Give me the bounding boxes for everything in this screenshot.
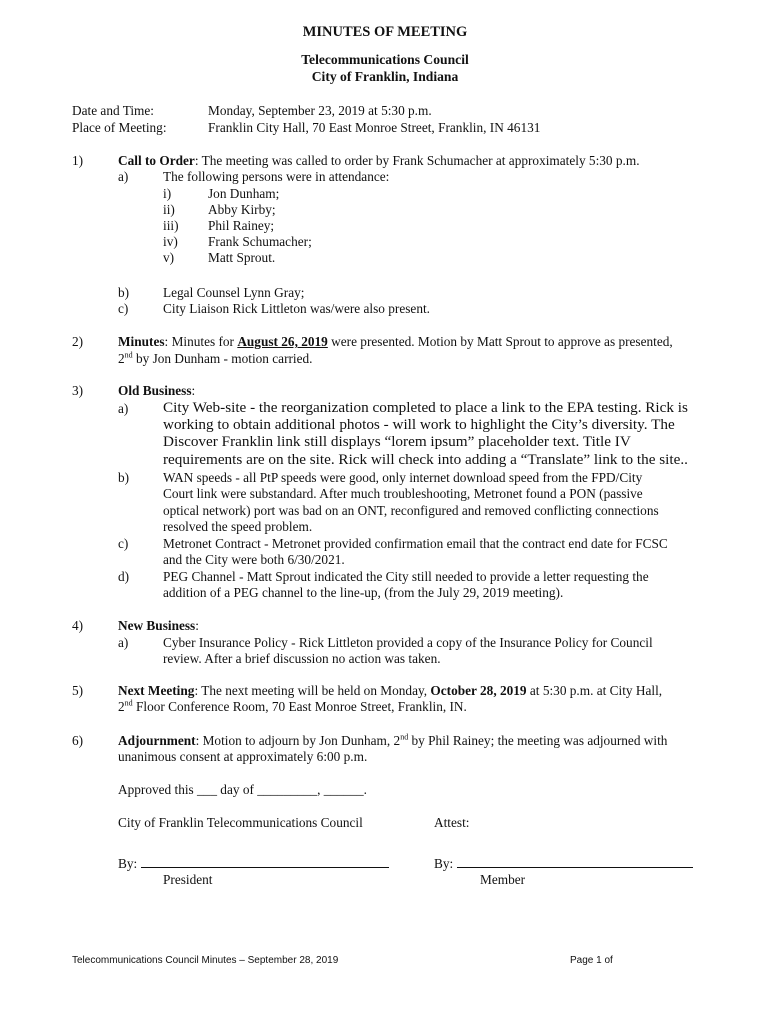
section-text: : <box>195 618 199 633</box>
section-text: unanimous consent at approximately 6:00 p.m. <box>118 749 368 764</box>
city-name: City of Franklin, Indiana <box>311 69 459 84</box>
attest-label: Attest: <box>434 815 470 830</box>
date-label: Date and Time: <box>72 103 154 118</box>
next-meeting-date: October 28, 2019 <box>430 683 527 698</box>
attendee-number: ii) <box>163 202 175 217</box>
item-line: Discover Franklin link still displays “lorem ipsum” placeholder text. Title IV <box>163 433 631 451</box>
footer-left: Telecommunications Council Minutes – September 28, 2019 <box>72 955 339 966</box>
item-label: b) <box>118 285 130 300</box>
item-label: a) <box>118 635 129 650</box>
section-heading: Next Meeting <box>118 683 195 698</box>
item-text: City Liaison Rick Littleton was/were also present. <box>163 301 430 316</box>
place-value: Franklin City Hall, 70 East Monroe Street, Franklin, IN 46131 <box>208 120 541 135</box>
attendee-name: Phil Rainey; <box>208 218 275 233</box>
item-label: d) <box>118 569 130 584</box>
ordinal-suffix: nd <box>400 732 409 742</box>
by-label: By: <box>434 856 454 871</box>
approved-line: Approved this ___ day of _________, ______. <box>118 782 367 797</box>
attendee-number: v) <box>163 250 175 265</box>
section-heading: Call to Order <box>118 153 195 168</box>
section-text: : The next meeting will be held on Monday, <box>194 683 431 698</box>
section-text: : Minutes for <box>164 334 238 349</box>
item-line: review. After a brief discussion no action was taken. <box>163 651 441 667</box>
attendee-number: iii) <box>163 218 179 233</box>
old-business-item <box>163 536 703 569</box>
attendee-name: Frank Schumacher; <box>208 234 312 249</box>
item-label: a) <box>118 169 129 184</box>
item-line: addition of a PEG channel to the line-up, (from the July 29, 2019 meeting). <box>163 585 564 601</box>
item-line: WAN speeds - all PtP speeds were good, only internet download speed from the FPD/City <box>163 470 643 485</box>
item-line: requirements are on the site. Rick will check into adding a “Translate” link to the site.. <box>163 450 688 468</box>
member-label: Member <box>480 872 526 887</box>
date-time-row <box>72 103 432 119</box>
section-heading: New Business <box>118 618 196 633</box>
by-label: By: <box>118 856 138 871</box>
section-text: 2 <box>118 351 125 366</box>
signature-blank[interactable] <box>141 855 389 868</box>
section-text: were presented. Motion by Matt Sprout to approve as presented, <box>327 334 673 349</box>
president-label: President <box>163 872 213 887</box>
item-label: c) <box>118 301 129 316</box>
section-number: 6) <box>72 733 84 748</box>
item-line: Metronet Contract - Metronet provided confirmation email that the contract end date for FCSC <box>163 536 668 551</box>
attendee-name: Jon Dunham; <box>208 186 280 201</box>
item-line: and the City were both 6/30/2021. <box>163 552 345 568</box>
section-heading: Adjournment <box>118 733 196 748</box>
item-line: Court link were substandard. After much troubleshooting, Metronet found a PON (passive <box>163 486 643 502</box>
footer-page-number: Page 1 of <box>570 955 613 966</box>
section-number: 5) <box>72 683 84 698</box>
item-line: resolved the speed problem. <box>163 519 313 535</box>
section-text: : Motion to adjourn by Jon Dunham, 2 <box>195 733 401 748</box>
place-row <box>72 120 540 136</box>
section-text: at 5:30 p.m. at City Hall, <box>526 683 663 698</box>
item-text: Legal Counsel Lynn Gray; <box>163 285 305 300</box>
attendee-number: i) <box>163 186 172 201</box>
item-text: The following persons were in attendance: <box>163 169 390 184</box>
section-number: 1) <box>72 153 84 168</box>
document-title: MINUTES OF MEETING <box>302 24 468 40</box>
section-heading: Minutes <box>118 334 165 349</box>
item-label: c) <box>118 536 129 551</box>
ordinal-suffix: nd <box>124 698 133 708</box>
ordinal-suffix: nd <box>124 350 133 360</box>
old-business-item <box>163 399 703 468</box>
new-business-item <box>163 635 703 668</box>
signature-line-president[interactable] <box>118 855 389 872</box>
old-business-item <box>163 569 703 602</box>
item-line: working to obtain additional photos - will work to highlight the City’s diversity. The <box>163 416 675 434</box>
minutes-date: August 26, 2019 <box>237 334 328 349</box>
section-number: 2) <box>72 334 84 349</box>
section-text: : <box>191 383 196 398</box>
section-number: 4) <box>72 618 84 633</box>
old-business-item <box>163 470 703 536</box>
section-heading: Old Business <box>118 383 192 398</box>
section-text: Floor Conference Room, 70 East Monroe Street, Franklin, IN. <box>132 699 467 714</box>
date-value: Monday, September 23, 2019 at 5:30 p.m. <box>208 103 432 118</box>
item-label: b) <box>118 470 130 485</box>
section-text: 2 <box>118 699 125 714</box>
item-line: optical network) port was bad on an ONT, reconfigured and removed conflicting connections <box>163 502 659 518</box>
item-line: City Web-site - the reorganization completed to place a link to the EPA testing. Rick is <box>163 399 688 416</box>
signature-blank[interactable] <box>457 855 693 868</box>
council-name: City of Franklin Telecommunications Council <box>118 815 363 830</box>
item-label: a) <box>118 401 129 416</box>
section-number: 3) <box>72 383 84 398</box>
attendee-name: Abby Kirby; <box>208 202 276 217</box>
attendee-name: Matt Sprout. <box>208 250 276 265</box>
attendee-number: iv) <box>163 234 178 249</box>
section-text: by Phil Rainey; the meeting was adjourned with <box>408 733 668 748</box>
item-line: Cyber Insurance Policy - Rick Littleton provided a copy of the Insurance Policy for Council <box>163 635 653 650</box>
signature-line-member[interactable] <box>434 855 693 872</box>
place-label: Place of Meeting: <box>72 120 167 135</box>
section-text: by Jon Dunham - motion carried. <box>132 351 313 366</box>
section-text: : The meeting was called to order by Frank Schumacher at approximately 5:30 p.m. <box>194 153 640 168</box>
item-line: PEG Channel - Matt Sprout indicated the City still needed to provide a letter requesting the <box>163 569 649 584</box>
org-name: Telecommunications Council <box>301 52 469 67</box>
